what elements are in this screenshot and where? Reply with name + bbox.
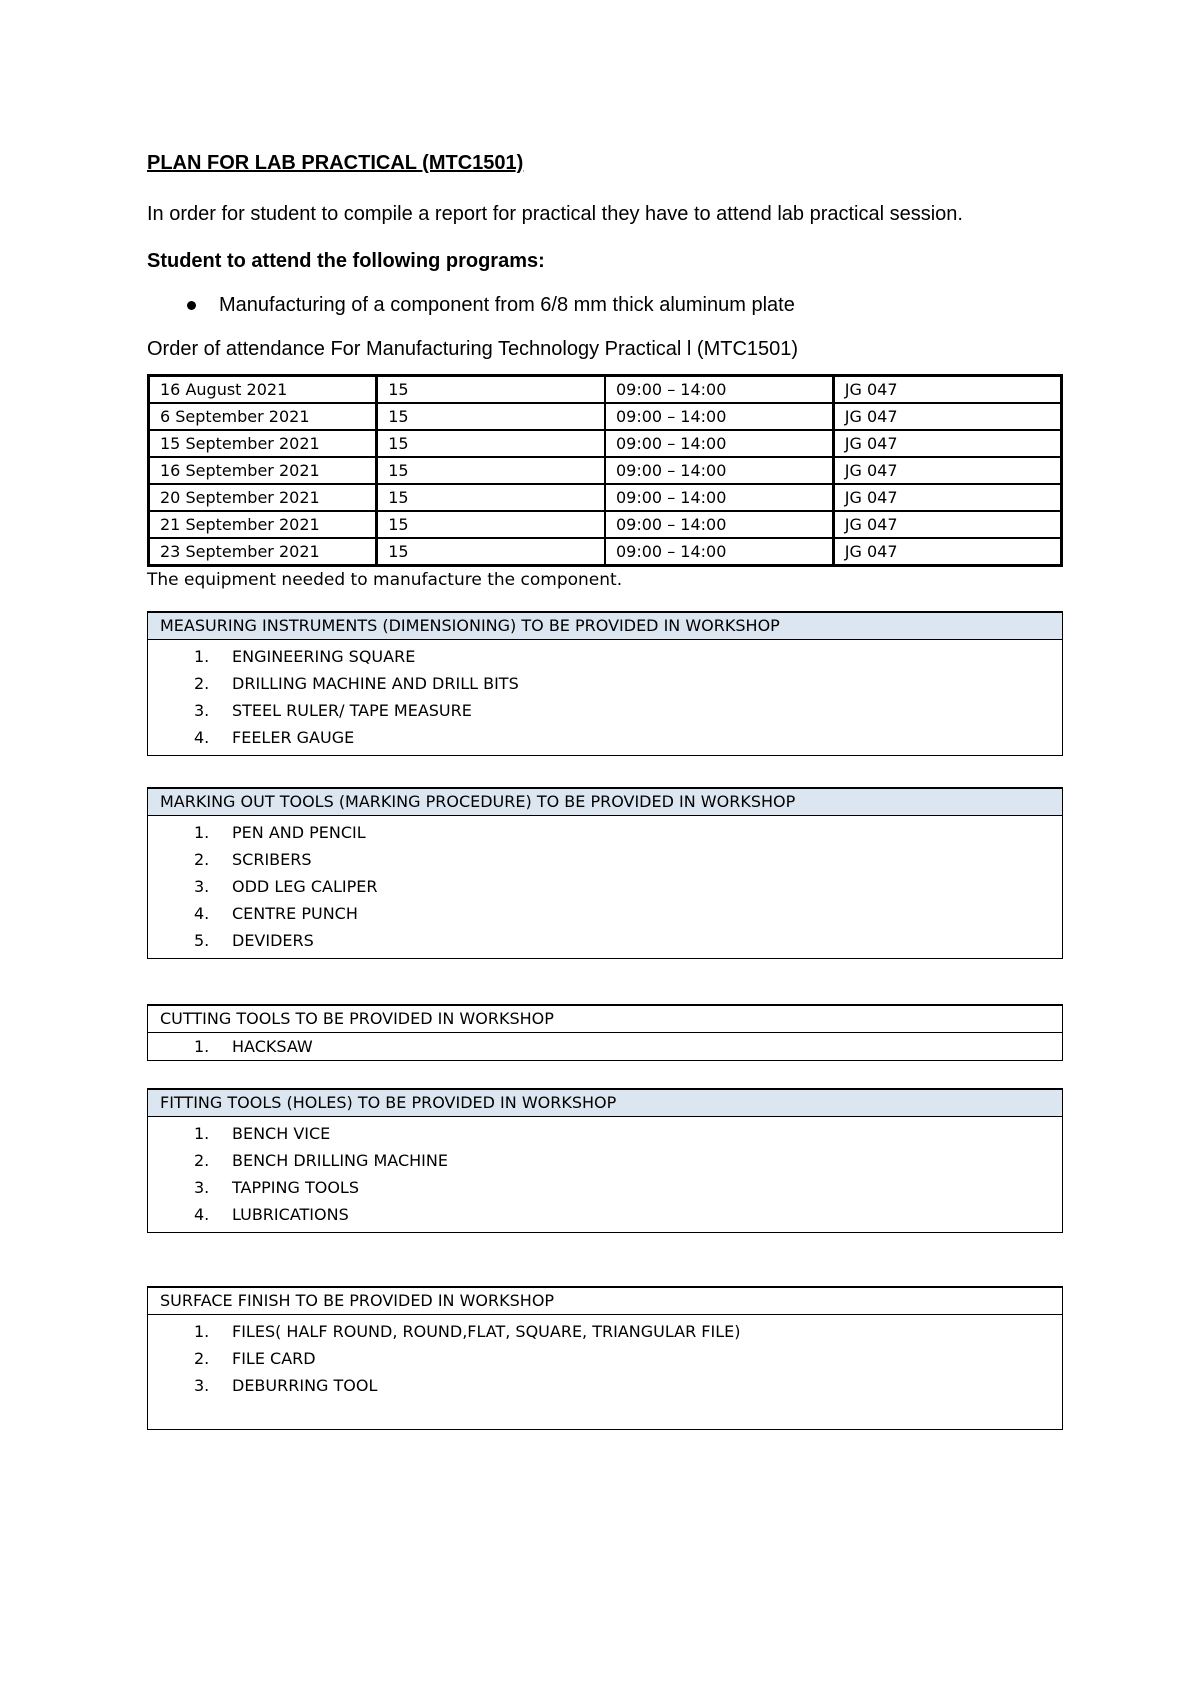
count-cell: 15 <box>377 538 605 566</box>
cutting-tools-list <box>148 1033 1062 1060</box>
list-item-text: FILES( HALF ROUND, ROUND,FLAT, SQUARE, TRIANGULAR FILE) <box>232 1322 741 1341</box>
programs-list <box>147 292 1063 318</box>
program-item <box>147 292 1063 318</box>
list-item-text: DEVIDERS <box>232 931 314 950</box>
list-item: 3. STEEL RULER/ TAPE MEASURE <box>194 701 472 720</box>
table-row <box>149 376 1062 404</box>
list-item-text: DEBURRING TOOL <box>232 1376 378 1395</box>
date-cell: 16 August 2021 <box>149 376 377 404</box>
marking-out-tools-heading: MARKING OUT TOOLS (MARKING PROCEDURE) TO BE PROVIDED IN WORKSHOP <box>148 788 1062 816</box>
venue-cell: JG 047 <box>833 484 1061 511</box>
list-item-text: SCRIBERS <box>232 850 312 869</box>
cutting-tools-box <box>147 1004 1063 1061</box>
marking-out-tools-box <box>147 787 1063 959</box>
bullet-icon <box>187 301 196 310</box>
cutting-tools-heading: CUTTING TOOLS TO BE PROVIDED IN WORKSHOP <box>148 1005 1062 1033</box>
time-cell: 09:00 – 14:00 <box>605 484 833 511</box>
list-item: 3. DEBURRING TOOL <box>194 1376 378 1395</box>
list-item-text: LUBRICATIONS <box>232 1205 349 1224</box>
list-item: 1. FILES( HALF ROUND, ROUND,FLAT, SQUARE, TRIANGULAR FILE) <box>194 1322 741 1341</box>
schedule-table <box>147 374 1063 567</box>
date-cell: 6 September 2021 <box>149 403 377 430</box>
list-item: 4. CENTRE PUNCH <box>194 904 358 923</box>
list-item: 2. DRILLING MACHINE AND DRILL BITS <box>194 674 519 693</box>
order-heading: Order of attendance For Manufacturing Technology Practical l (MTC1501) <box>147 338 799 360</box>
date-cell: 20 September 2021 <box>149 484 377 511</box>
date-cell: 21 September 2021 <box>149 511 377 538</box>
list-item: 3. TAPPING TOOLS <box>194 1178 359 1197</box>
table-row <box>149 484 1062 511</box>
table-row <box>149 511 1062 538</box>
venue-cell: JG 047 <box>833 430 1061 457</box>
list-item: 1. PEN AND PENCIL <box>194 823 366 842</box>
list-item: 4. FEELER GAUGE <box>194 728 355 747</box>
list-item: 1. ENGINEERING SQUARE <box>194 647 416 666</box>
table-row <box>149 403 1062 430</box>
list-item-text: FILE CARD <box>232 1349 316 1368</box>
list-item-text: FEELER GAUGE <box>232 728 355 747</box>
time-cell: 09:00 – 14:00 <box>605 538 833 566</box>
list-item-text: PEN AND PENCIL <box>232 823 366 842</box>
surface-finish-box <box>147 1286 1063 1430</box>
venue-cell: JG 047 <box>833 457 1061 484</box>
list-item: 1. BENCH VICE <box>194 1124 331 1143</box>
list-item: 5. DEVIDERS <box>194 931 314 950</box>
document-title: PLAN FOR LAB PRACTICAL (MTC1501) <box>147 152 524 174</box>
time-cell: 09:00 – 14:00 <box>605 511 833 538</box>
table-row <box>149 430 1062 457</box>
fitting-tools-box <box>147 1088 1063 1233</box>
document-page <box>147 150 1063 1430</box>
count-cell: 15 <box>377 403 605 430</box>
count-cell: 15 <box>377 457 605 484</box>
count-cell: 15 <box>377 511 605 538</box>
list-item: 2. SCRIBERS <box>194 850 312 869</box>
list-item: 2. FILE CARD <box>194 1349 316 1368</box>
date-cell: 16 September 2021 <box>149 457 377 484</box>
venue-cell: JG 047 <box>833 376 1061 404</box>
intro-paragraph: In order for student to compile a report for practical they have to attend lab practical session. <box>147 203 963 225</box>
list-item-text: STEEL RULER/ TAPE MEASURE <box>232 701 472 720</box>
date-cell: 15 September 2021 <box>149 430 377 457</box>
measuring-instruments-list <box>148 640 1062 755</box>
surface-finish-heading: SURFACE FINISH TO BE PROVIDED IN WORKSHOP <box>148 1287 1062 1315</box>
list-item-text: CENTRE PUNCH <box>232 904 358 923</box>
list-item: 4. LUBRICATIONS <box>194 1205 349 1224</box>
program-text: Manufacturing of a component from 6/8 mm thick aluminum plate <box>219 294 795 316</box>
surface-finish-list <box>148 1315 1062 1429</box>
fitting-tools-heading: FITTING TOOLS (HOLES) TO BE PROVIDED IN WORKSHOP <box>148 1089 1062 1117</box>
time-cell: 09:00 – 14:00 <box>605 457 833 484</box>
time-cell: 09:00 – 14:00 <box>605 376 833 404</box>
count-cell: 15 <box>377 376 605 404</box>
list-item-text: BENCH VICE <box>232 1124 331 1143</box>
count-cell: 15 <box>377 484 605 511</box>
venue-cell: JG 047 <box>833 403 1061 430</box>
programs-heading: Student to attend the following programs: <box>147 250 545 272</box>
measuring-instruments-heading: MEASURING INSTRUMENTS (DIMENSIONING) TO BE PROVIDED IN WORKSHOP <box>148 612 1062 640</box>
list-item: 2. BENCH DRILLING MACHINE <box>194 1151 448 1170</box>
list-item-text: HACKSAW <box>232 1037 313 1056</box>
list-item-text: ODD LEG CALIPER <box>232 877 378 896</box>
count-cell: 15 <box>377 430 605 457</box>
table-row <box>149 538 1062 566</box>
date-cell: 23 September 2021 <box>149 538 377 566</box>
list-item-text: DRILLING MACHINE AND DRILL BITS <box>232 674 519 693</box>
table-row <box>149 457 1062 484</box>
venue-cell: JG 047 <box>833 538 1061 566</box>
venue-cell: JG 047 <box>833 511 1061 538</box>
equipment-note: The equipment needed to manufacture the component. <box>147 570 623 590</box>
fitting-tools-list <box>148 1117 1062 1232</box>
list-item-text: ENGINEERING SQUARE <box>232 647 416 666</box>
time-cell: 09:00 – 14:00 <box>605 430 833 457</box>
measuring-instruments-box <box>147 611 1063 756</box>
time-cell: 09:00 – 14:00 <box>605 403 833 430</box>
marking-out-tools-list <box>148 816 1062 958</box>
list-item: 3. ODD LEG CALIPER <box>194 877 378 896</box>
list-item: 1. HACKSAW <box>194 1037 313 1056</box>
list-item-text: BENCH DRILLING MACHINE <box>232 1151 448 1170</box>
list-item-text: TAPPING TOOLS <box>232 1178 359 1197</box>
